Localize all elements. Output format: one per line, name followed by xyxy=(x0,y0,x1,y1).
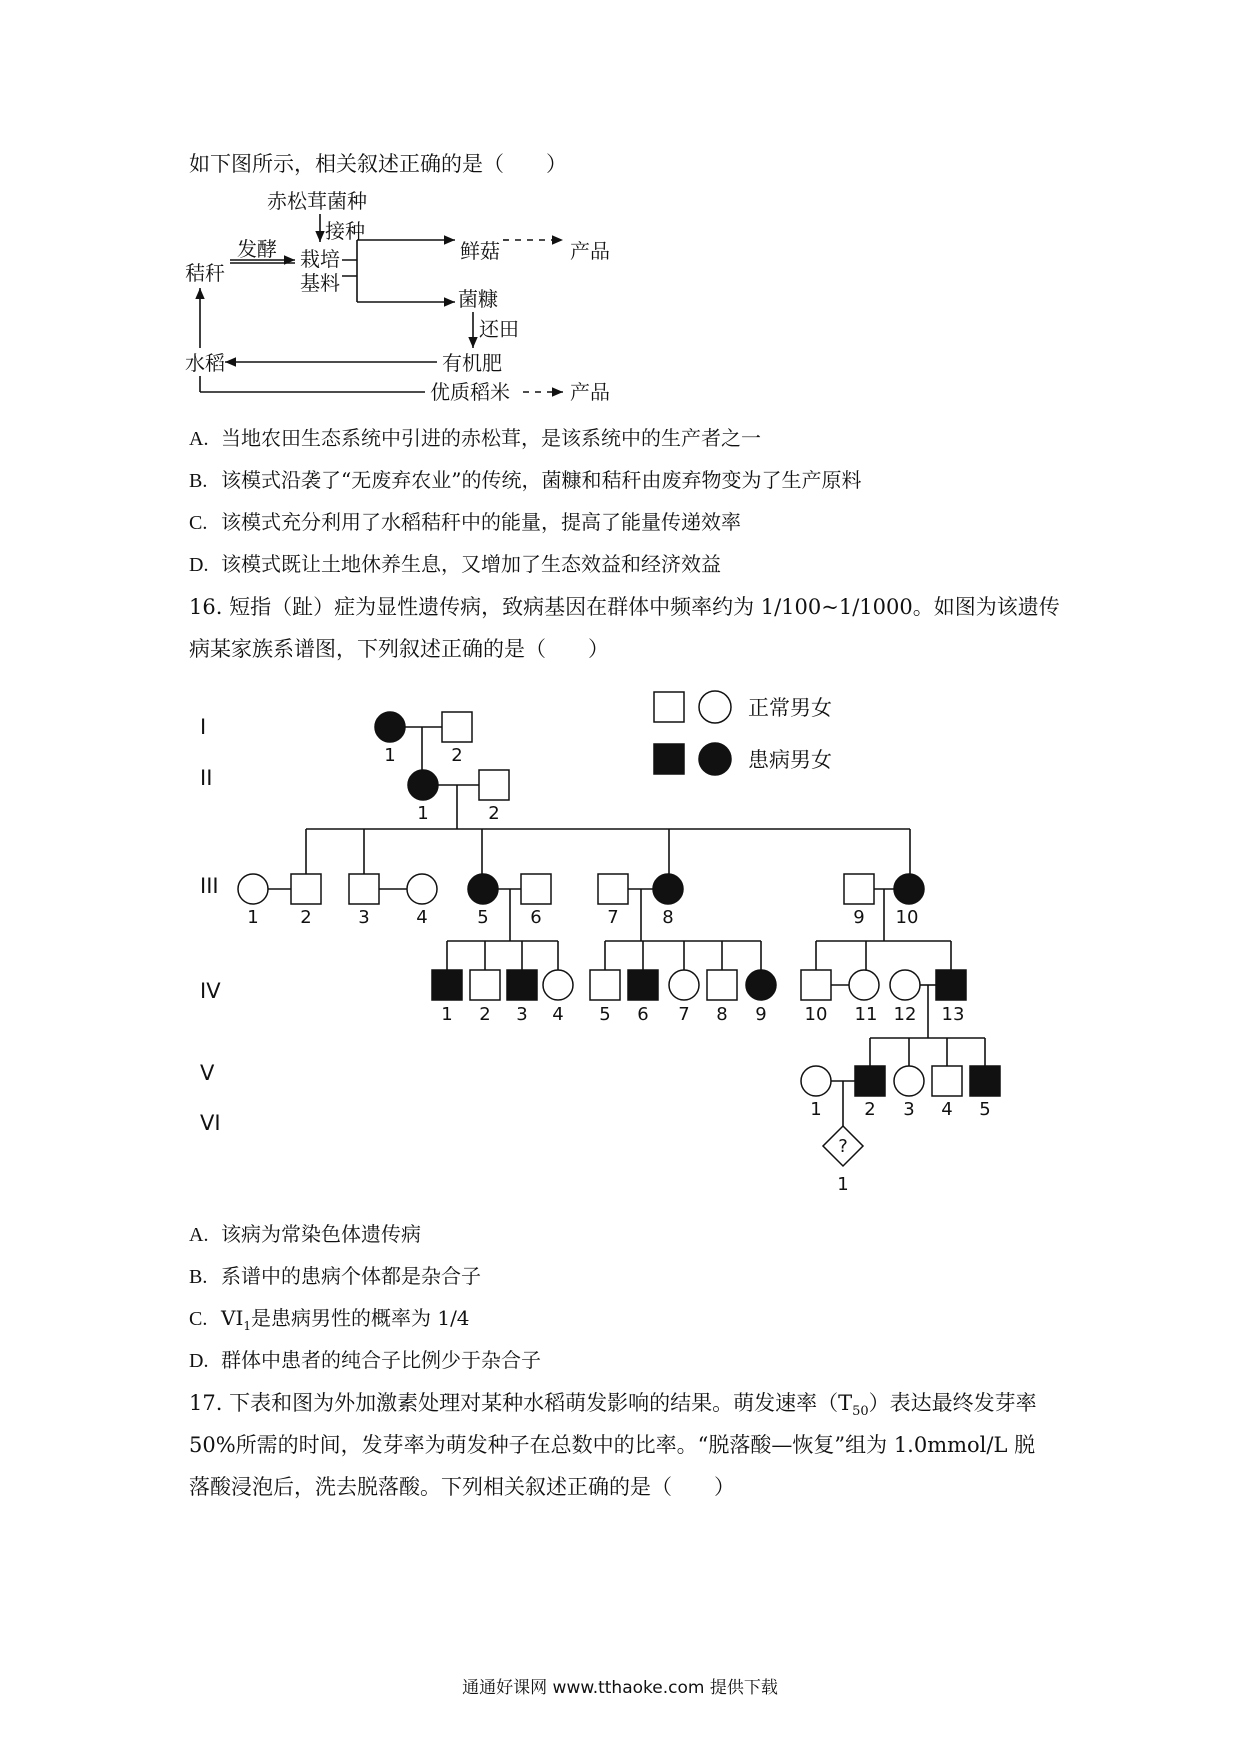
individual-III-8 xyxy=(653,874,683,904)
individual-IV-11 xyxy=(849,970,879,1000)
label-substrate-1: 栽培 xyxy=(300,247,340,271)
individual-IV-4 xyxy=(543,970,573,1000)
q17-stem-line-1: 17. 下表和图为外加激素处理对某种水稻萌发影响的结果。萌发速率$(T_{50})$表达最终发芽率 xyxy=(189,1391,1037,1420)
svg-text:13: 13 xyxy=(941,1004,965,1025)
label-quality-rice: 优质稻米 xyxy=(430,380,510,404)
individual-III-6 xyxy=(521,874,551,904)
svg-text:6: 6 xyxy=(530,907,542,928)
legend-affected-female-symbol xyxy=(699,743,731,775)
svg-text:9: 9 xyxy=(853,907,865,928)
legend-normal-male-symbol xyxy=(654,692,684,722)
label-return-field: 还田 xyxy=(479,317,519,341)
q15-stem: 如下图所示，相关叙述正确的是（ ） xyxy=(189,152,567,176)
individual-IV-2 xyxy=(470,970,500,1000)
svg-text:2: 2 xyxy=(451,745,463,766)
individual-III-7 xyxy=(598,874,628,904)
label-inoculum: 赤松茸菌种 xyxy=(267,189,367,213)
pedigree-legend xyxy=(654,691,832,775)
generation-label-III: III xyxy=(200,874,219,898)
individual-IV-12 xyxy=(890,970,920,1000)
svg-text:4: 4 xyxy=(941,1099,953,1120)
svg-text:2: 2 xyxy=(864,1099,876,1120)
individual-V-5 xyxy=(970,1066,1000,1096)
label-substrate-2: 基料 xyxy=(300,271,340,295)
individual-IV-6 xyxy=(628,970,658,1000)
legend-normal-female-symbol xyxy=(699,691,731,723)
individual-III-5 xyxy=(468,874,498,904)
individual-V-3 xyxy=(894,1066,924,1096)
q15-option-a: A. 当地农田生态系统中引进的赤松茸，是该系统中的生产者之一 xyxy=(189,426,761,450)
individual-III-1 xyxy=(238,874,268,904)
q17-stem-line-3: 落酸浸泡后，洗去脱落酸。下列相关叙述正确的是（ ） xyxy=(189,1475,735,1499)
q16-option-d: D. 群体中患者的纯合子比例少于杂合子 xyxy=(189,1348,541,1372)
label-residue: 菌糠 xyxy=(458,287,498,311)
q16-stem-line-2: 病某家族系谱图，下列叙述正确的是（ ） xyxy=(189,637,609,661)
label-rice: 水稻 xyxy=(185,351,225,375)
individual-III-2 xyxy=(291,874,321,904)
individual-III-9 xyxy=(844,874,874,904)
label-straw: 秸秆 xyxy=(185,261,225,285)
svg-text:3: 3 xyxy=(903,1099,915,1120)
individual-V-4 xyxy=(932,1066,962,1096)
generation-label-V: V xyxy=(200,1061,215,1085)
page-footer: 通通好课网 www.tthaoke.com 提供下载 xyxy=(462,1678,778,1698)
individual-IV-10 xyxy=(801,970,831,1000)
label-product-1: 产品 xyxy=(570,239,610,263)
svg-text:2: 2 xyxy=(300,907,312,928)
svg-text:2: 2 xyxy=(488,803,500,824)
label-ferment: 发酵 xyxy=(237,237,277,261)
label-fresh-mushroom: 鲜菇 xyxy=(460,239,500,263)
individual-IV-8 xyxy=(707,970,737,1000)
svg-text:5: 5 xyxy=(979,1099,991,1120)
svg-text:10: 10 xyxy=(804,1004,828,1025)
svg-text:5: 5 xyxy=(599,1004,611,1025)
svg-text:3: 3 xyxy=(358,907,370,928)
svg-text:8: 8 xyxy=(662,907,674,928)
generation-label-VI: VI xyxy=(200,1111,221,1135)
svg-text:8: 8 xyxy=(716,1004,728,1025)
svg-text:1: 1 xyxy=(247,907,259,928)
individual-I-2 xyxy=(442,712,472,742)
individual-IV-13 xyxy=(936,970,966,1000)
legend-affected-label: 患病男女 xyxy=(748,748,832,772)
individual-IV-5 xyxy=(590,970,620,1000)
svg-text:1: 1 xyxy=(417,803,429,824)
svg-text:7: 7 xyxy=(678,1004,690,1025)
svg-text:7: 7 xyxy=(607,907,619,928)
generation-label-IV: IV xyxy=(200,979,221,1003)
pedigree-individuals xyxy=(238,712,1000,1166)
individual-I-1 xyxy=(375,712,405,742)
q16-option-b: B. 系谱中的患病个体都是杂合子 xyxy=(189,1264,481,1288)
svg-text:1: 1 xyxy=(441,1004,453,1025)
legend-affected-male-symbol xyxy=(654,744,684,774)
individual-III-3 xyxy=(349,874,379,904)
svg-text:11: 11 xyxy=(854,1004,878,1025)
individual-IV-7 xyxy=(669,970,699,1000)
generation-label-I: I xyxy=(200,715,207,739)
svg-text:1: 1 xyxy=(837,1174,849,1195)
svg-text:2: 2 xyxy=(479,1004,491,1025)
unknown-symbol: ? xyxy=(838,1136,848,1157)
individual-II-2 xyxy=(479,770,509,800)
individual-V-2 xyxy=(855,1066,885,1096)
q15-option-d: D. 该模式既让土地休养生息，又增加了生态效益和经济效益 xyxy=(189,552,721,576)
q15-option-b: B. 该模式沿袭了“无废弃农业”的传统，菌糠和秸秆由废弃物变为了生产原料 xyxy=(189,468,862,492)
svg-text:1: 1 xyxy=(384,745,396,766)
svg-text:12: 12 xyxy=(893,1004,917,1025)
label-organic-fertilizer: 有机肥 xyxy=(442,351,502,375)
svg-text:1: 1 xyxy=(810,1099,822,1120)
individual-III-10 xyxy=(894,874,924,904)
svg-text:3: 3 xyxy=(516,1004,528,1025)
svg-text:4: 4 xyxy=(416,907,428,928)
label-inoculate: 接种 xyxy=(325,219,365,243)
label-product-2: 产品 xyxy=(570,380,610,404)
legend-normal-label: 正常男女 xyxy=(748,696,832,720)
individual-IV-9 xyxy=(746,970,776,1000)
q16-stem-line-1: 16. 短指（趾）症为显性遗传病，致病基因在群体中频率约为 1/100~1/1000。如图为该遗传 xyxy=(189,595,1060,619)
q17-stem-line-2: 50%所需的时间，发芽率为萌发种子在总数中的比率。“脱落酸—恢复”组为 1.0mmol/L 脱 xyxy=(189,1433,1036,1457)
svg-text:5: 5 xyxy=(477,907,489,928)
individual-II-1 xyxy=(408,770,438,800)
individual-V-1 xyxy=(801,1066,831,1096)
svg-text:6: 6 xyxy=(637,1004,649,1025)
svg-text:10: 10 xyxy=(895,907,919,928)
individual-IV-3 xyxy=(507,970,537,1000)
svg-text:4: 4 xyxy=(552,1004,564,1025)
q16-option-a: A. 该病为常染色体遗传病 xyxy=(189,1222,421,1246)
generation-label-II: II xyxy=(200,766,213,790)
q16-option-c: C. $VI_1$是患病男性的概率为 1/4 xyxy=(189,1306,470,1333)
individual-IV-1 xyxy=(432,970,462,1000)
svg-text:9: 9 xyxy=(755,1004,767,1025)
q15-option-c: C. 该模式充分利用了水稻秸秆中的能量，提高了能量传递效率 xyxy=(189,510,741,534)
individual-III-4 xyxy=(407,874,437,904)
